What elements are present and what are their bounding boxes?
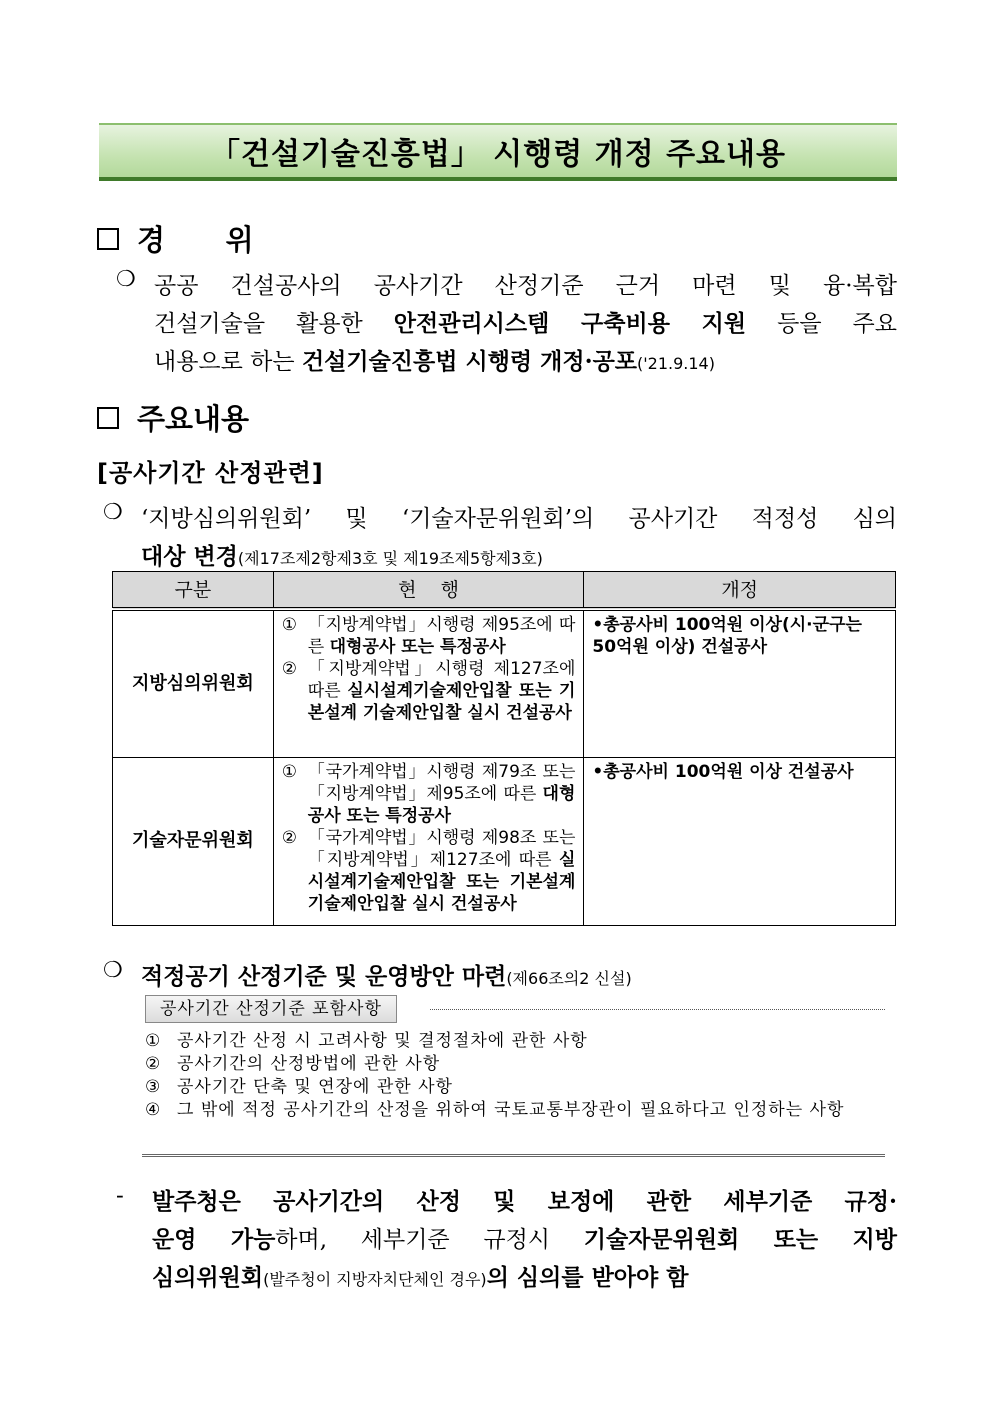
- table-header-row: [113, 572, 896, 610]
- table-cell-current: ① 「국가계약법」시행령 제79조 또는 「지방계약법」제95조에 따른 대형공사 또는 특정공사 ② 「국가계약법」시행령 제98조 또는 「지방계약법」제127조에 따른 실시설계기술제안입찰 또는 기본설계 기술제안입찰 실시 건설공사: [273, 757, 584, 925]
- circle-bullet-icon: ❍: [103, 958, 123, 983]
- criteria-list: [145, 1030, 885, 1122]
- comparison-table: [112, 571, 896, 926]
- bullet2-line: 적정공기 산정기준 및 운영방안 마련(제66조의2 신설): [141, 963, 632, 990]
- background-paragraph: [116, 267, 897, 383]
- dash-line-3: 심의위원회(발주청이 지방자치단체인 경우)의 심의를 받아야 함: [152, 1264, 689, 1291]
- subheading: [공사기간 산정관련]: [97, 459, 324, 487]
- checkbox-square-icon: [97, 228, 119, 250]
- dash-line-2: 운영 가능하며, 세부기준 규정시 기술자문위원회 또는 지방: [152, 1226, 897, 1253]
- list-item: ① 공사기간 산정 시 고려사항 및 결정절차에 관한 사항: [145, 1031, 588, 1051]
- table-cell-revised: •총공사비 100억원 이상 건설공사: [584, 757, 896, 925]
- section-heading-background: [97, 218, 254, 259]
- table-cell-label: 기술자문위원회: [113, 757, 274, 925]
- title-banner: [99, 123, 897, 181]
- table-cell-revised: •총공사비 100억원 이상(시·군구는 50억원 이상) 건설공사: [584, 609, 896, 757]
- dash-line-1: 발주청은 공사기간의 산정 및 보정에 관한 세부기준 규정·: [152, 1188, 897, 1215]
- circle-bullet-icon: ❍: [103, 500, 123, 525]
- background-line-1: 공공 건설공사의 공사기간 산정기준 근거 마련 및 융·복합: [154, 273, 897, 299]
- criteria-box-title: 공사기간 산정기준 포함사항: [145, 995, 397, 1023]
- background-line-2: 건설기술을 활용한 안전관리시스템 구축비용 지원 등을 주요: [154, 310, 897, 337]
- table-row: [113, 757, 896, 925]
- table-row: [113, 609, 896, 757]
- checkbox-square-icon: [97, 407, 119, 429]
- table-cell-label: 지방심의위원회: [113, 609, 274, 757]
- bullet-paragraph-2: [103, 958, 897, 998]
- dash-paragraph: [116, 1183, 897, 1299]
- dash-mark: -: [116, 1183, 124, 1209]
- circle-bullet-icon: ❍: [116, 267, 136, 292]
- bullet1-line-1: ‘지방심의위원회’ 및 ‘기술자문위원회’의 공사기간 적정성 심의: [141, 506, 897, 532]
- section-heading-main: [97, 397, 249, 438]
- dotted-divider: [430, 1009, 885, 1010]
- page-title: 「건설기술진흥법」 시행령 개정 주요내용: [209, 137, 786, 172]
- list-item: ④ 그 밖에 적정 공사기간의 산정을 위하여 국토교통부장관이 필요하다고 인정하는 사항: [145, 1100, 845, 1120]
- table-header: 구분: [113, 572, 274, 610]
- list-item: ② 공사기간의 산정방법에 관한 사항: [145, 1054, 441, 1074]
- list-item: ③ 공사기간 단축 및 연장에 관한 사항: [145, 1077, 453, 1097]
- section-title-main: 주요내용: [137, 402, 250, 436]
- table-header: 개정: [584, 572, 896, 610]
- background-line-3: 내용으로 하는 건설기술진흥법 시행령 개정·공포('21.9.14): [154, 348, 715, 375]
- double-divider: [142, 1154, 885, 1157]
- section-title-background: 경 위: [137, 223, 254, 257]
- table-header: 현 행: [273, 572, 584, 610]
- bullet1-line-2: 대상 변경(제17조제2항제3호 및 제19조제5항제3호): [141, 543, 543, 570]
- table-cell-current: ① 「지방계약법」시행령 제95조에 따른 대형공사 또는 특정공사 ② 「지방계약법」시행령 제127조에 따른 실시설계기술제안입찰 또는 기본설계 기술제안입찰 실시 건설공사: [273, 609, 584, 757]
- bullet-paragraph-1: [103, 500, 897, 578]
